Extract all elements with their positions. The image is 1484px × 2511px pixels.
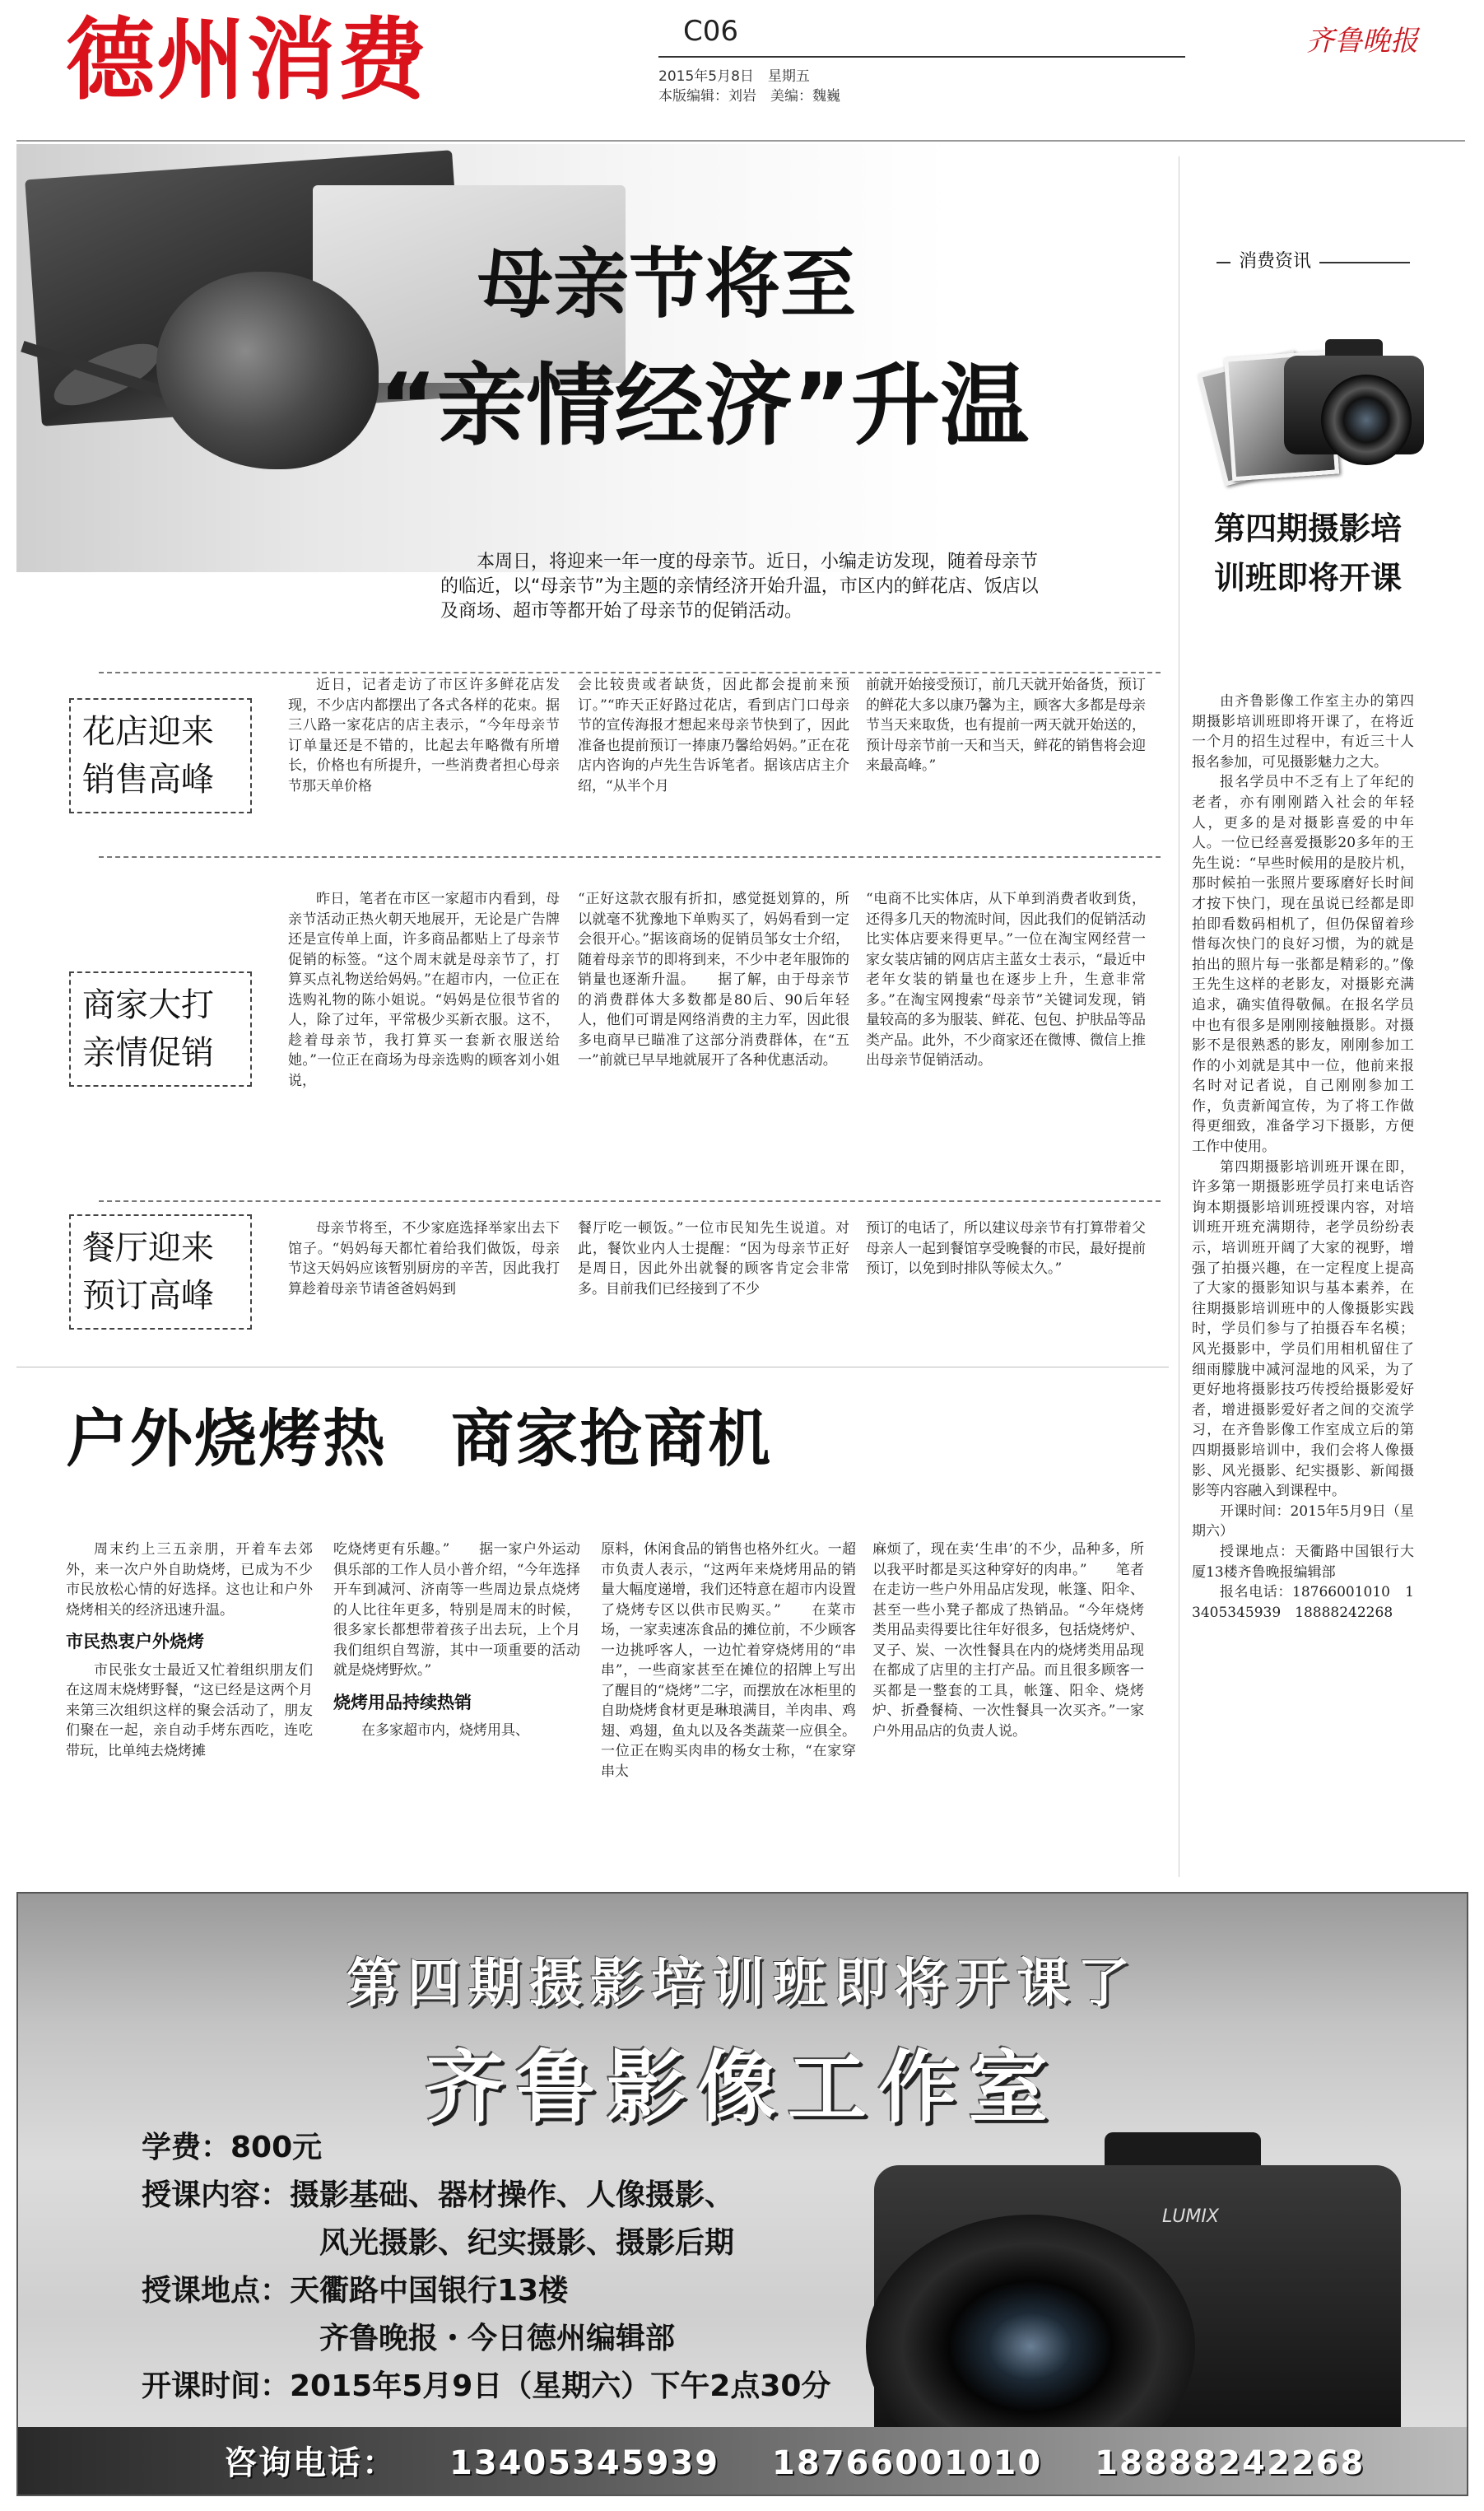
ad-location: 齐鲁晚报・今日德州编辑部 <box>319 2322 676 2355</box>
article-column: “正好这款衣服有折扣，感觉挺划算的，所以就毫不犹豫地下单购买了，妈妈看到一定会很开心。”据该商场的促销员邹女士介绍，随着母亲节的即将到来，不少中老年服饰的销量也逐渐升温。 据了解，由于母亲节的消费群体大多数都是80后、90后年轻人，他们可谓是网络消费的主力军，因此很多电商早已瞄准了这部分消费群体，在“五一”前就已早早地就展开了各种优惠活动。 <box>578 891 849 1069</box>
camera-lens-icon <box>1321 375 1412 465</box>
ad-phone: 18766001010 <box>772 2444 1043 2482</box>
article-column: “电商不比实体店，从下单到消费者收到货，还得多几天的物流时间，因此我们的促销活动比实体店要来得更早。”一位在淘宝网经营一家女装店铺的网店店主蓝女士表示，“最近中老年女装的销量也在逐步上升，生意非常多。”在淘宝网搜索“母亲节”关键词发现，销量较高的多为服装、鲜花、包包、护肤品等品类产品。此外，不少商家还在微博、微信上推出母亲节促销活动。 <box>866 891 1146 1069</box>
ad-phone: 13405345939 <box>449 2444 720 2482</box>
ad-content: 授课内容：摄影基础、器材操作、人像摄影、 <box>142 2178 735 2212</box>
bbq-subheading: 烧烤用品持续热销 <box>333 1692 472 1712</box>
feature-intro: 本周日，将迎来一年一度的母亲节。近日，小编走访发现，随着母亲节的临近，以“母亲节”为主题的亲情经济开始升温，市区内的鲜花店、饭店以及商场、超市等都开始了母亲节的促销活动。 <box>440 552 1039 622</box>
article-column: 餐厅吃一顿饭。”一位市民知先生说道。对此，餐饮业内人士提醒：“因为母亲节正好是周日，因此外出就餐的顾客肯定会非常多。目前我们已经接到了不少 <box>578 1220 849 1297</box>
section-divider <box>99 672 1161 673</box>
feature-title-line1: 母亲节将至 <box>477 240 857 328</box>
sidebar-title: 第四期摄影培训班即将开课 <box>1214 510 1403 596</box>
article-column: 母亲节将至，不少家庭选择举家出去下馆子。“妈妈每天都忙着给我们做饭，母亲节这天妈妈应该暂别厨房的辛苦，因此我打算趁着母亲节请爸爸妈妈到 <box>288 1220 560 1297</box>
ad-content: 风光摄影、纪实摄影、摄影后期 <box>319 2226 735 2260</box>
sidebar-label: 消费资讯 <box>1230 247 1319 273</box>
bbq-column: 周末约上三五亲朋，开着车去郊外，来一次户外自助烧烤，已成为不少市民放松心情的好选择。这也让和户外烧烤相关的经济迅速升温。 市民热衷户外烧烤 市民张女士最近又忙着组织朋友们在这周末烧烤野餐，“这已经是这两个月来第三次组织这样的聚会活动了，朋友们聚在一起，亲自动手烤东西吃，连吃带玩，比单纯去烧烤摊 <box>66 1541 313 1759</box>
masthead: 德州消费 <box>66 9 429 112</box>
issue-date: 2015年5月8日 星期五 <box>658 68 810 85</box>
section-divider <box>99 856 1161 858</box>
bbq-title: 户外烧烤热 商家抢商机 <box>66 1402 772 1475</box>
sidebar-body: 由齐鲁影像工作室主办的第四期摄影培训班即将开课了，在将近一个月的招生过程中，有近三十人报名参加，可见摄影魅力之大。 报名学员中不乏有上了年纪的老者，亦有刚刚踏入社会的年轻人，更多的是对摄影喜爱的中年人。一位已经喜爱摄影20多年的王先生说：“早些时候用的是胶片机，那时候拍一张照片要琢磨好长时间才按下快门，现在虽说已经都是即拍即看数码相机了，但仍保留着珍惜每次快门的良好习惯，为的就是拍出的照片每一张都是精彩的。”像王先生这样的老影友，对摄影充满追求，确实值得敬佩。在报名学员中也有很多是刚刚接触摄影。对摄影不是很熟悉的影友，刚刚参加工作的小刘就是其中一位，他前来报名时对记者说，自己刚刚参加工作，负责新闻宣传，为了将工作做得更细致，准备学习下摄影，方便工作中使用。 第四期摄影培训班开课在即，许多第一期摄影班学员打来电话咨询本期摄影培训班授课内容，对培训班开班充满期待，老学员纷纷表示，培训班开阔了大家的视野，增强了拍摄兴趣，在一定程度上提高了大家的摄影知识与基本素养，在往期摄影培训班中的人像摄影实践时，学员们参与了拍摄吞车名模；风光摄影中，学员们用相机留住了细雨朦胧中减河湿地的风采，为了更好地将摄影技巧传授给摄影爱好者，增进摄影爱好者之间的交流学习，在齐鲁影像工作室成立后的第四期摄影培训中，我们会将人像摄影、风光摄影、纪实摄影、新闻摄影等内容融入到课程中。 开课时间：2015年5月9日（星期六） 授课地点：天衢路中国银行大厦13楼齐鲁晚报编辑部 报名电话：18766001010 13405345939 18888242268 <box>1192 693 1414 1621</box>
camera-brand-label: LUMIX <box>1162 2206 1219 2227</box>
ad-phone: 18888242268 <box>1095 2444 1365 2482</box>
paper-logo: 齐鲁晚报 <box>1306 25 1418 58</box>
article-column: 会比较贵或者缺货，因此都会提前来预订。”“昨天正好路过花店，看到店门口母亲节的宣传海报才想起来母亲节快到了，因此准备也提前预订一捧康乃馨给妈妈。”正在花店内咨询的卢先生告诉笔者。据该店店主介绍，“从半个月 <box>578 677 849 794</box>
bbq-column: 吃烧烤更有乐趣。” 据一家户外运动俱乐部的工作人员小普介绍，“今年选择开车到减河、济南等一些周边景点烧烤的人比往年更多，特别是周末的时候，很多家长都想带着孩子出去玩，上个月我们组织自驾游，其中一项重要的活动就是烧烤野炊。” 烧烤用品持续热销 在多家超市内，烧烤用具、 <box>333 1541 580 1739</box>
section-label: 商家大打亲情促销 <box>69 971 252 1087</box>
article-column: 近日，记者走访了市区许多鲜花店发现，不少店内都摆出了各式各样的花束。据三八路一家花店的店主表示，“今年母亲节订单量还是不错的，比起去年略微有所增长，价格也有所提升，一些消费者担心母亲节那天单价格 <box>288 677 560 794</box>
article-column: 预订的电话了，所以建议母亲节有打算带着父母亲人一起到餐馆享受晚餐的市民，最好提前预订，以免到时排队等候太久。” <box>866 1220 1146 1277</box>
section-label: 花店迎来销售高峰 <box>69 698 252 813</box>
bbq-column: 麻烦了，现在卖‘生串’的不少，品种多，所以我平时都是买这种穿好的肉串。” 笔者在走访一些户外用品店发现，帐篷、阳伞、甚至一些小凳子都成了热销品。“今年烧烤类用品卖得要比往年好很多，包括烧烤炉、叉子、炭、一次性餐具在内的烧烤类用品现在都成了店里的主打产品。而且很多顾客一买都是一整套的工具，帐篷、阳伞、烧烤炉、折叠餐椅、一次性餐具一次买齐。”一家户外用品店的负责人说。 <box>872 1541 1144 1740</box>
editor-credit: 本版编辑：刘岩 美编：魏巍 <box>658 88 840 105</box>
page-code: C06 <box>683 15 739 48</box>
ad-time: 开课时间：2015年5月9日（星期六）下午2点30分 <box>142 2369 831 2403</box>
ad-details <box>142 2124 830 2411</box>
photography-ad <box>16 1892 1468 2496</box>
section-label: 餐厅迎来预订高峰 <box>69 1214 252 1330</box>
feature-title-line2: “亲情经济”升温 <box>379 355 1029 458</box>
header-rule <box>16 140 1465 142</box>
bbq-subheading: 市民热衷户外烧烤 <box>66 1632 204 1651</box>
article-column: 前就开始接受预订，前几天就开始备货，预订的鲜花大多以康乃馨为主，顾客大多都是母亲节当天来取货，也有提前一两天就开始送的，预计母亲节前一天和当天，鲜花的销售将会迎来最高峰。” <box>866 677 1146 774</box>
ad-location: 授课地点：天衢路中国银行13楼 <box>142 2274 569 2308</box>
ad-studio-name: 齐鲁影像工作室 <box>426 2041 1059 2134</box>
ad-fee: 学费：800元 <box>142 2131 323 2164</box>
ad-phone-label: 咨询电话： <box>224 2444 397 2482</box>
ad-phones <box>224 2437 1404 2484</box>
article-column: 昨日，笔者在市区一家超市内看到，母亲节活动正热火朝天地展开，无论是广告牌还是宣传单上面，许多商品都贴上了母亲节促销的标签。“这个周末就是母亲节了，打算买点礼物送给妈妈。”在超市内，一位正在选购礼物的陈小姐说。“妈妈是位很节省的人，除了过年，平常极少买新衣服。这不，趁着母亲节，我打算买一套新衣服送给她。”一位正在商场为母亲选购的顾客刘小姐说， <box>288 891 560 1089</box>
header-divider <box>658 56 1185 58</box>
section-divider <box>99 1200 1161 1202</box>
ad-title: 第四期摄影培训班即将开课了 <box>347 1954 1138 2015</box>
bbq-column: 原料，休闲食品的销售也格外红火。一超市负责人表示，“这两年来烧烤用品的销量大幅度递增，我们还特意在超市内设置了烧烤专区以供市民购买。” 在菜市场，一家卖速冻食品的摊位前，不少顾客一边挑呼客人，一边忙着穿烧烤用的“串串”，一些商家甚至在摊位的招牌上写出了醒目的“烧烤”二字，而摆放在冰柜里的自助烧烤食材更是琳琅满目，羊肉串、鸡翅、鸡翅，鱼丸以及各类蔬菜一应俱全。一位正在购买肉串的杨女士称，“在家穿串太 <box>601 1541 856 1780</box>
